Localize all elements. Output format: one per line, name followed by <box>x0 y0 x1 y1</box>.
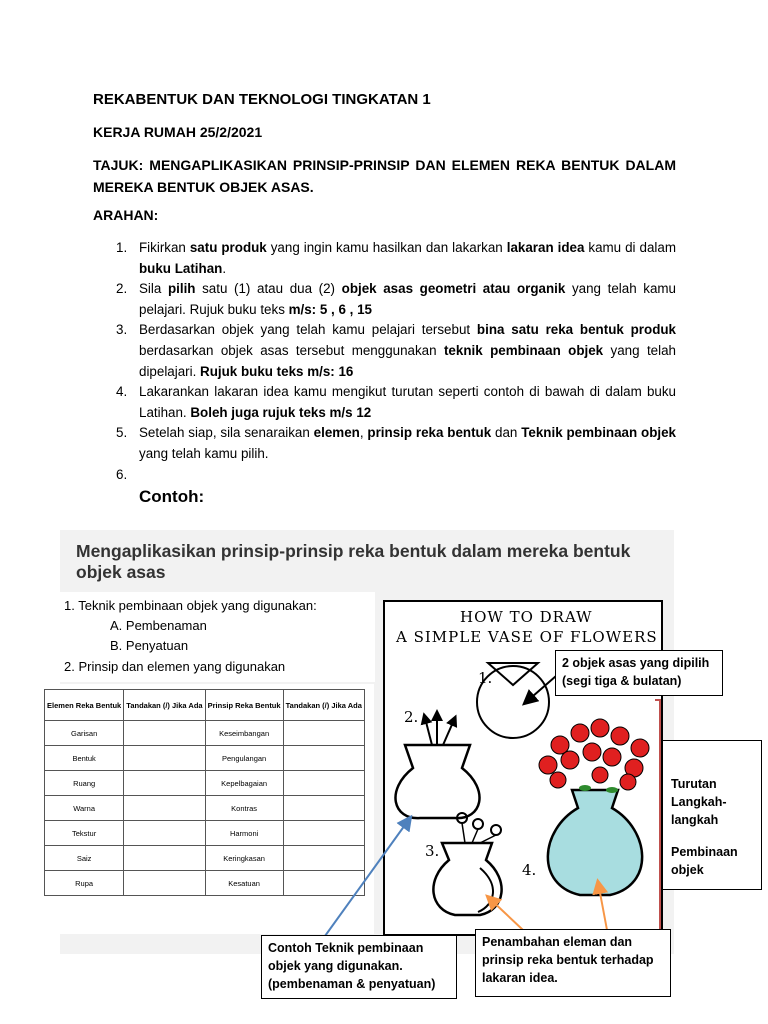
callout-sequence-title: Turutan Langkah-langkah <box>671 777 727 827</box>
instruction-emphasis: m/s: 5 , 6 , 15 <box>288 301 372 317</box>
step4-sketch <box>539 719 649 895</box>
callout-technique: Contoh Teknik pembinaan objek yang digunakan. (pembenaman & penyatuan) <box>261 935 457 999</box>
table-header-cell: Tandakan (/) Jika Ada <box>283 690 364 721</box>
instruction-text: dan <box>491 425 522 441</box>
instruction-text: berdasarkan objek asas tersebut menggunakan <box>139 342 444 358</box>
table-cell: Bentuk <box>45 746 124 771</box>
instruction-number: 2. <box>116 281 128 297</box>
table-cell: Ruang <box>45 771 124 796</box>
table-cell: Saiz <box>45 846 124 871</box>
instruction-text: satu (1) atau dua (2) <box>195 281 342 297</box>
instruction-emphasis: Rujuk buku teks m/s: 16 <box>200 363 354 379</box>
instruction-emphasis: elemen <box>313 425 360 441</box>
step-number-3: 3. <box>425 842 440 860</box>
list-item-joining: B. Penyatuan <box>110 638 189 653</box>
instruction-emphasis: buku Latihan <box>139 260 223 276</box>
instruction-text: kamu di dalam <box>584 240 676 255</box>
step-number-2: 2. <box>404 708 419 726</box>
instructions-label: ARAHAN: <box>93 207 159 223</box>
topic-heading: TAJUK: MENGAPLIKASIKAN PRINSIP-PRINSIP DAN ELEMEN REKA BENTUK DALAM MEREKA BENTUK OBJEK ASAS. <box>93 157 676 195</box>
instruction-emphasis: Boleh juga rujuk teks m/s 12 <box>190 404 372 420</box>
instruction-text: Berdasarkan objek yang telah kamu pelajari tersebut <box>139 322 477 338</box>
table-cell: Rupa <box>45 871 124 896</box>
instruction-emphasis: bina satu reka bentuk produk <box>476 322 677 338</box>
homework-date: KERJA RUMAH 25/2/2021 <box>93 124 263 140</box>
arrow-technique <box>325 818 410 936</box>
instruction-text: , <box>359 425 368 441</box>
drawing-title-line2: A SIMPLE VASE OF FLOWERS <box>396 628 658 646</box>
instruction-text: Lakarankan lakaran idea kamu mengikut turutan seperti contoh di bawah di dalam buku Latihan. <box>139 384 676 420</box>
table-cell: Warna <box>45 796 124 821</box>
step2-sketch <box>395 715 479 818</box>
instruction-text: Sila <box>139 281 168 297</box>
table-cell: Tekstur <box>45 821 124 846</box>
arrow-addition-1 <box>488 897 523 930</box>
instruction-number: 1. <box>116 240 128 255</box>
instruction-text: yang telah dipelajari. <box>139 342 676 379</box>
instruction-number: 5. <box>116 425 128 441</box>
step-number-4: 4. <box>522 861 537 879</box>
instruction-number: 3. <box>116 322 128 338</box>
table-cell: Kepelbagaian <box>205 771 283 796</box>
list-item-embedding: A. Pembenaman <box>110 618 207 633</box>
instruction-emphasis: satu produk <box>189 240 267 255</box>
instruction-emphasis: teknik pembinaan objek <box>443 342 604 358</box>
callout-sequence <box>662 740 762 890</box>
instruction-emphasis: lakaran idea <box>506 240 585 255</box>
step-number-1: 1. <box>478 669 493 687</box>
instruction-text: Setelah siap, sila senaraikan <box>139 425 314 441</box>
instruction-text: yang ingin kamu hasilkan dan lakarkan <box>266 240 507 255</box>
instruction-number: 6. <box>116 466 128 482</box>
table-cell: Keseimbangan <box>205 721 283 746</box>
table-cell: Pengulangan <box>205 746 283 771</box>
instruction-number: 4. <box>116 384 128 400</box>
table-cell: Keringkasan <box>205 846 283 871</box>
table-header-cell: Tandakan (/) Jika Ada <box>124 690 205 721</box>
list-item-technique: 1. Teknik pembinaan objek yang digunakan: <box>64 598 317 613</box>
instruction-text: Fikirkan <box>139 240 190 255</box>
instruction-emphasis: pilih <box>167 281 196 297</box>
document-title: REKABENTUK DAN TEKNOLOGI TINGKATAN 1 <box>93 91 431 108</box>
table-header-cell: Elemen Reka Bentuk <box>45 690 124 721</box>
instruction-text: yang telah kamu pilih. <box>139 445 269 461</box>
drawing-title-line1: HOW TO DRAW <box>460 608 593 626</box>
table-header-cell: Prinsip Reka Bentuk <box>205 690 283 721</box>
instruction-emphasis: prinsip reka bentuk <box>367 425 492 441</box>
sequence-bracket <box>655 700 660 930</box>
instruction-emphasis: Teknik pembinaan objek <box>521 425 676 441</box>
instruction-text: . <box>222 260 227 276</box>
list-item-principles: 2. Prinsip dan elemen yang digunakan <box>64 659 286 674</box>
callout-basic-objects: 2 objek asas yang dipilih (segi tiga & bulatan) <box>555 650 723 696</box>
table-cell: Harmoni <box>205 821 283 846</box>
table-cell: Kesatuan <box>205 871 283 896</box>
instruction-emphasis: objek asas geometri atau organik <box>341 281 566 297</box>
table-cell: Kontras <box>205 796 283 821</box>
example-label: Contoh: <box>139 487 205 506</box>
table-cell: Garisan <box>45 721 124 746</box>
callout-sequence-subtitle: Pembinaan objek <box>671 845 738 877</box>
callout-addition: Penambahan eleman dan prinsip reka bentuk terhadap lakaran idea. <box>475 929 671 997</box>
example-panel-title: Mengaplikasikan prinsip-prinsip reka bentuk dalam mereka bentuk objek asas <box>76 541 631 582</box>
instruction-text: yang telah kamu pelajari. Rujuk buku teks <box>139 281 676 317</box>
